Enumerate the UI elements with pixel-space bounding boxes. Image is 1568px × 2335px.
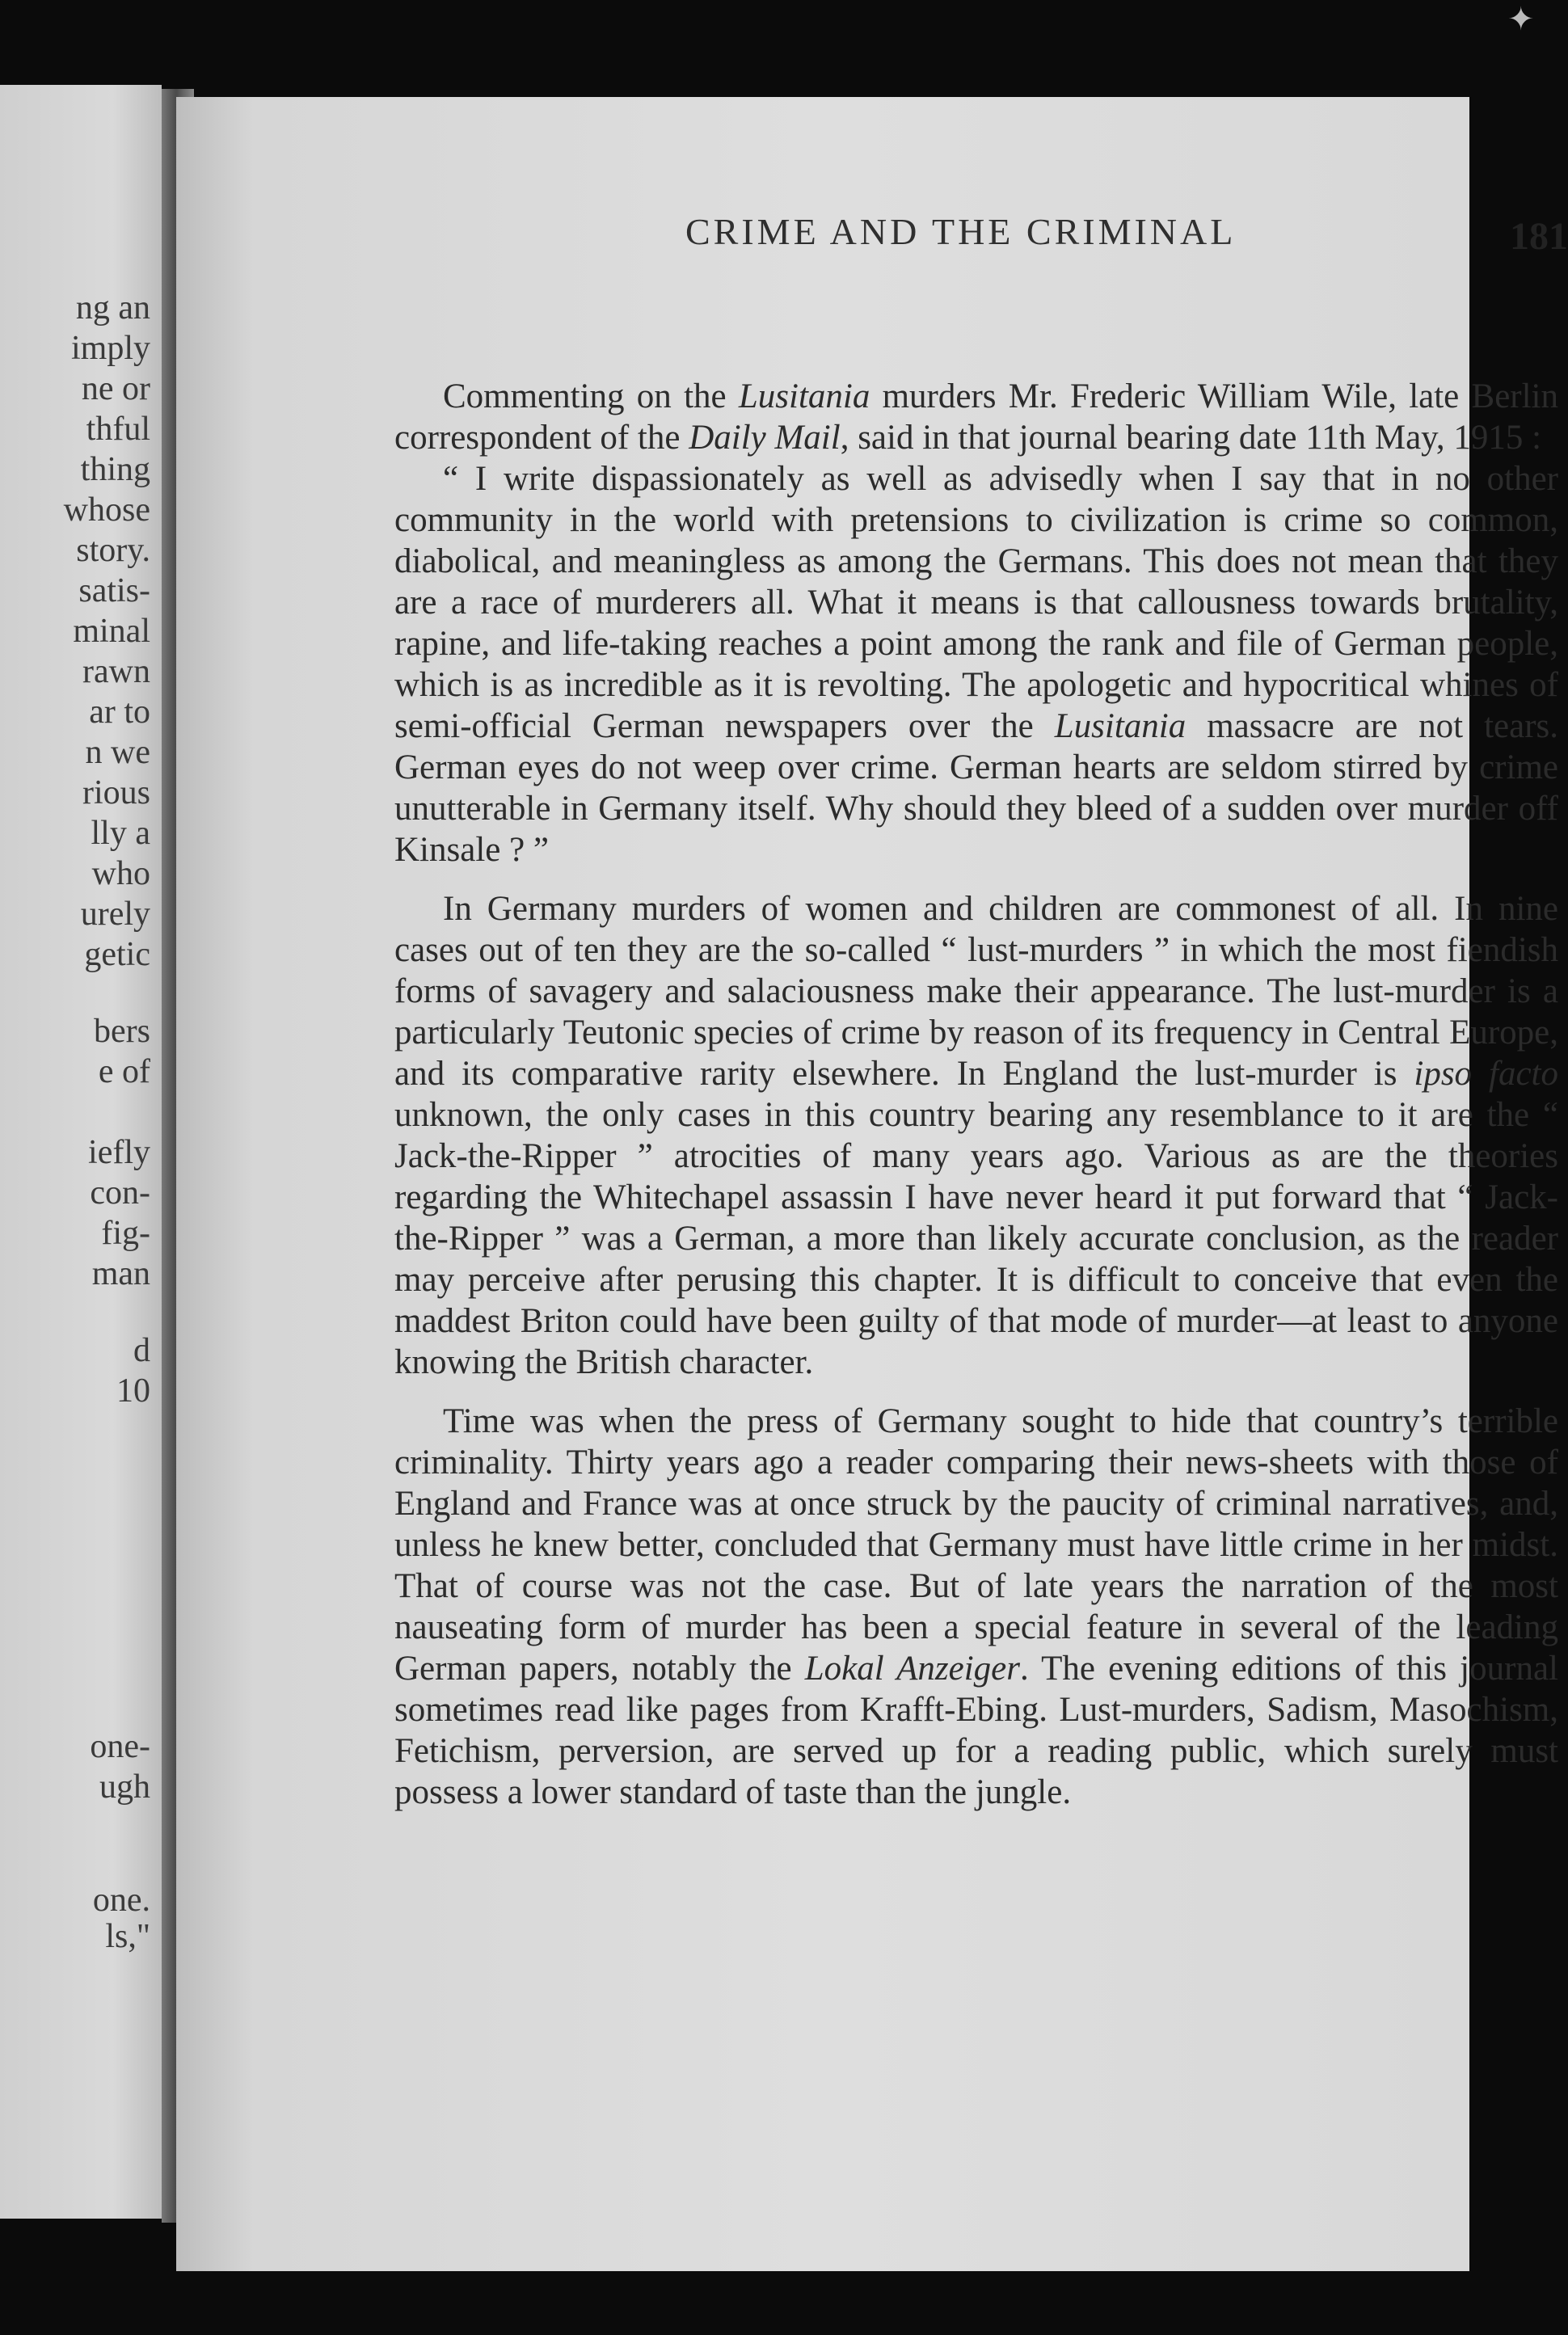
left-page-fragment: iefly — [88, 1134, 150, 1171]
text-run: Commenting on the — [443, 377, 739, 415]
text-run: Time was when the press of Germany sought to hide that country’s terrible criminality. Thirty years ago a reader comparing their news-sheets with those of England and France was at once struck by the paucity of criminal narratives, and, unless he knew better, concluded that Germany must have little crime in her midst. That of course was not the case. But of late years the narration of the most nauseating form of murder has been a special feature in several of the leading German papers, notably the — [394, 1402, 1558, 1688]
left-page-fragment: one. — [92, 1882, 150, 1919]
left-page-fragment: minal — [73, 613, 150, 650]
left-page-fragment: con- — [90, 1174, 150, 1212]
left-page-fragment: thing — [80, 451, 150, 488]
left-page-fragment: d — [133, 1332, 150, 1369]
left-page-fragment: fig- — [101, 1215, 150, 1252]
left-page-fragment: story. — [76, 532, 150, 569]
left-page-fragment: ls," — [105, 1918, 150, 1955]
left-page-fragment: n we — [85, 734, 150, 771]
left-page-fragment: bers — [94, 1013, 150, 1050]
left-page-fragment: man — [91, 1255, 150, 1292]
left-page-fragment: ng an — [75, 289, 150, 327]
left-page-fragment: whose — [63, 491, 150, 529]
text-run: “ I write dispassionately as well as advisedly when I say that in no other community in the world with pretensions to civilization is crime so common, diabolical, and meaningless as among the Germans. This does not mean that they are a race of murderers all. What it means is that callousness towards brutality, rapine, and life-taking reaches a point among the rank and file of German people, which is as incredible as it is revolting. The apologetic and hypocritical whines of semi-official German newspapers over the — [394, 460, 1558, 745]
left-page-fragment: satis- — [78, 572, 150, 609]
left-facing-page — [0, 85, 162, 2219]
text-run: . The evening editions of this journal sometimes read like pages from Krafft-Ebing. Lust-murders, Sadism, Masochism, Fetichism, perversion, are served up for a reading public, which surely must possess a lower standard of taste than the jungle. — [394, 1650, 1558, 1811]
left-page-fragment: rawn — [82, 653, 150, 690]
left-page-fragment: 10 — [116, 1372, 150, 1410]
left-page-fragment: urely — [80, 896, 150, 933]
body-text — [394, 376, 1558, 1813]
italic-title: Daily Mail — [689, 419, 841, 457]
italic-title: Lusitania — [738, 377, 870, 415]
page-number: 181 — [1510, 215, 1568, 258]
left-page-fragment: lly a — [91, 815, 150, 852]
left-page-fragment: thful — [86, 411, 150, 448]
page-corner-mark: ✦ — [1507, 1, 1535, 37]
text-run: massacre are not tears. German eyes do not weep over crime. German hearts are seldom stirred by crime unutterable in Germany itself. Why should they bleed of a sudden over murder off Kinsale ? ” — [394, 707, 1559, 869]
left-page-fragment: rious — [82, 774, 150, 811]
text-run: , said in that journal bearing date 11th May, 1915 : — [840, 419, 1542, 457]
left-page-fragment: ugh — [99, 1768, 150, 1806]
italic-title: ipso facto — [1414, 1055, 1558, 1093]
italic-title: Lusitania — [1054, 707, 1187, 745]
paragraph-lust-murders — [394, 888, 1558, 1383]
main-page — [176, 97, 1568, 2271]
left-page-fragment: one- — [90, 1728, 150, 1765]
left-page-fragment: getic — [84, 936, 150, 973]
text-run: In Germany murders of women and children are commonest of all. In nine cases out of ten they are the so-called “ lust-murders ” in which the most fiendish forms of savagery and salaciousness make their appearance. The lust-murder is a particularly Teutonic species of crime by reason of its frequency in Central Europe, and its comparative rarity elsewhere. In England the lust-murder is — [394, 890, 1558, 1093]
text-run: unknown, the only cases in this country bearing any resemblance to it are the “ Jack-the-Ripper ” atrocities of many years ago. Various as are the theories regarding the Whitechapel assassin I have never heard it put forward that “ Jack-the-Ripper ” was a German, a more than likely accurate conclusion, as the reader may perceive after perusing this chapter. It is difficult to conceive that even the maddest Briton could have been guilty of that mode of murder—at least to anyone knowing the British character. — [394, 1096, 1558, 1381]
paragraph-wile-quote — [394, 458, 1558, 870]
left-page-fragment: ar to — [89, 693, 150, 731]
running-head: CRIME AND THE CRIMINAL — [685, 211, 1237, 252]
paragraph-press-germany — [394, 1401, 1558, 1813]
paragraph-wile-quote-intro — [394, 376, 1558, 458]
italic-title: Lokal Anzeiger — [804, 1650, 1020, 1688]
text-run: murders Mr. Frederic William Wile, late Berlin correspondent of the — [394, 377, 1558, 457]
left-page-fragment: e of — [98, 1053, 150, 1090]
left-page-fragment: imply — [70, 330, 150, 367]
left-page-fragment: who — [91, 855, 150, 892]
left-page-fragment: ne or — [81, 370, 150, 407]
